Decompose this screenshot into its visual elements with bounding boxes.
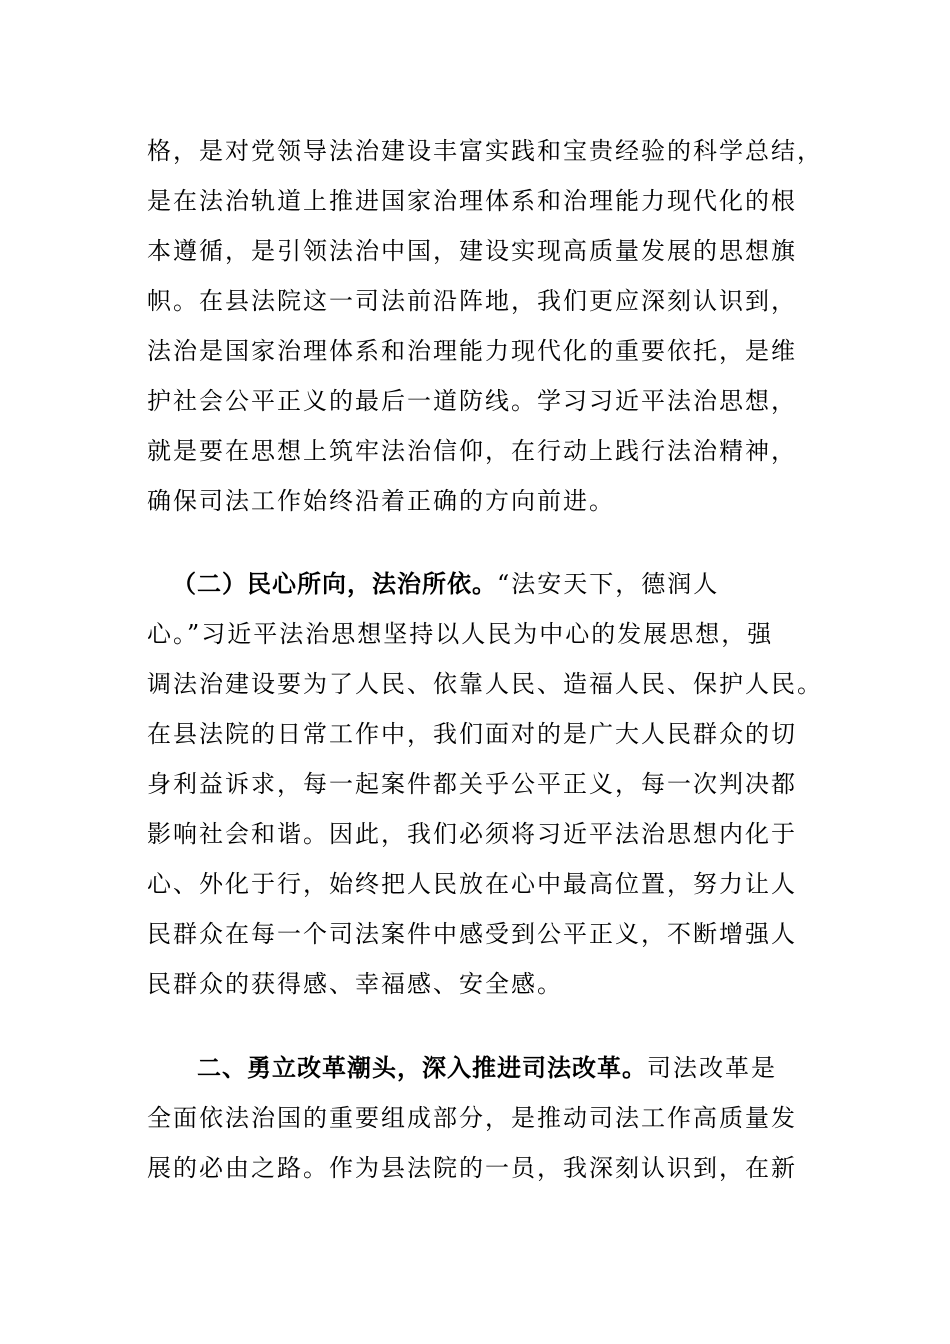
p2-line-3: 调法治建设要为了人民、依靠人民、造福人民、保护人民。 xyxy=(147,670,823,698)
p1-line-4: 帜。在县法院这一司法前沿阵地，我们更应深刻认识到， xyxy=(147,287,797,315)
p1-line-5: 法治是国家治理体系和治理能力现代化的重要依托，是维 xyxy=(147,337,797,365)
p2-line-8: 民群众在每一个司法案件中感受到公平正义，不断增强人 xyxy=(147,920,797,948)
p2-line-9: 民群众的获得感、幸福感、安全感。 xyxy=(147,970,563,998)
p2-line-5: 身利益诉求，每一起案件都关乎公平正义，每一次判决都 xyxy=(147,770,797,798)
p3-first-line-rest: 司法改革是 xyxy=(647,1054,777,1082)
p1-line-6: 护社会公平正义的最后一道防线。学习习近平法治思想， xyxy=(147,387,797,415)
p3-line-1 xyxy=(197,1043,877,1093)
p1-line-2: 是在法治轨道上推进国家治理体系和治理能力现代化的根 xyxy=(147,187,797,215)
p2-line-4: 在县法院的日常工作中，我们面对的是广大人民群众的切 xyxy=(147,720,797,748)
p2-line-7: 心、外化于行，始终把人民放在心中最高位置，努力让人 xyxy=(147,870,797,898)
p3-heading: 二、勇立改革潮头，深入推进司法改革。 xyxy=(197,1054,647,1082)
p1-line-1: 格，是对党领导法治建设丰富实践和宝贵经验的科学总结， xyxy=(147,137,823,165)
p2-line-2: 心。”习近平法治思想坚持以人民为中心的发展思想，强 xyxy=(147,620,774,648)
p2-line-1 xyxy=(172,559,852,609)
p2-first-line-rest: “法安天下，德润人 xyxy=(497,570,720,598)
p3-line-3: 展的必由之路。作为县法院的一员，我深刻认识到，在新 xyxy=(147,1154,797,1182)
p1-line-8: 确保司法工作始终沿着正确的方向前进。 xyxy=(147,487,615,515)
p1-line-3: 本遵循，是引领法治中国，建设实现高质量发展的思想旗 xyxy=(147,237,797,265)
p2-line-6: 影响社会和谐。因此，我们必须将习近平法治思想内化于 xyxy=(147,820,797,848)
p2-heading: （二）民心所向，法治所依。 xyxy=(172,570,497,598)
p1-line-7: 就是要在思想上筑牢法治信仰，在行动上践行法治精神， xyxy=(147,437,797,465)
p3-line-2: 全面依法治国的重要组成部分，是推动司法工作高质量发 xyxy=(147,1104,797,1132)
